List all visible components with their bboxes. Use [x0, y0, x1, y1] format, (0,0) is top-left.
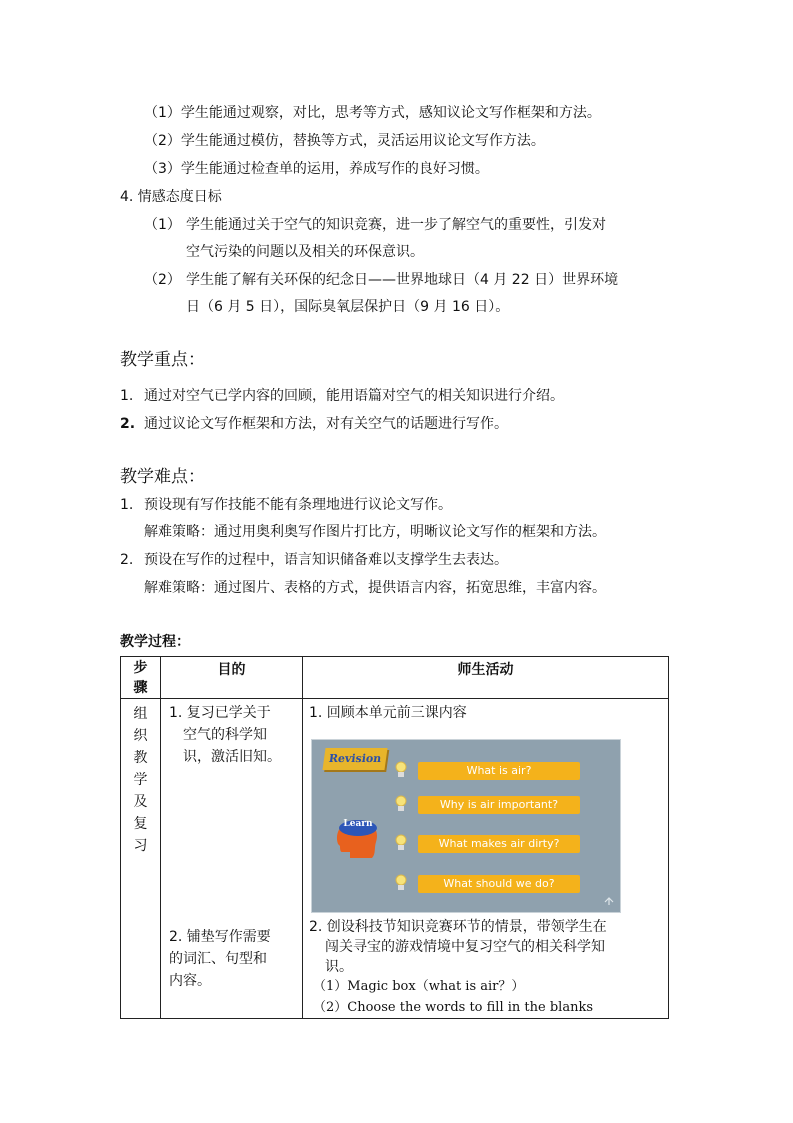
difficulty-1-strategy: 解难策略：通过用奥利奥写作图片打比方，明晰议论文写作的框架和方法。: [144, 524, 606, 540]
step-char: 习: [133, 838, 148, 854]
goal-2-line2: 的词汇、句型和: [169, 951, 267, 967]
activity-2-line2: 闯关寻宝的游戏情境中复习空气的相关科学知: [325, 939, 605, 955]
lightbulb-icon: [394, 874, 408, 892]
step-char: 组: [133, 706, 148, 722]
step-char: 及: [133, 794, 148, 810]
difficulty-2-number: 2.: [120, 552, 134, 568]
goal-1-line1: 1. 复习已学关于: [169, 705, 271, 721]
difficulties-heading: 教学难点：: [120, 467, 205, 487]
revision-badge: Revision: [322, 748, 387, 770]
affective-item1-number: （1）: [144, 217, 181, 233]
goal-2-line3: 内容。: [169, 973, 211, 989]
header-activity: 师生活动: [303, 657, 669, 699]
skill-objective-1: （1）学生能通过观察，对比，思考等方式，感知议论文写作框架和方法。: [144, 105, 601, 121]
step-char: 织: [133, 728, 148, 744]
learn-label: Learn: [343, 819, 373, 829]
affective-item2-number: （2）: [144, 272, 181, 288]
activity-2-line1: 2. 创设科技节知识竞赛环节的情景，带领学生在: [309, 919, 607, 935]
affective-item2-line2: 日（6 月 5 日），国际臭氧层保护日（9 月 16 日）。: [186, 299, 510, 315]
revision-slide: [311, 739, 621, 913]
step-cell: [121, 699, 161, 1019]
key-point-1-number: 1.: [120, 388, 134, 404]
question-what-makes-air-dirty: What makes air dirty?: [418, 835, 580, 853]
skill-objective-3: （3）学生能通过检查单的运用，养成写作的良好习惯。: [144, 161, 489, 177]
affective-item1-line1: 学生能通过关于空气的知识竞赛，进一步了解空气的重要性，引发对: [186, 217, 606, 233]
question-why-air-important: Why is air important?: [418, 796, 580, 814]
difficulty-2: 预设在写作的过程中，语言知识储备难以支撑学生去表达。: [144, 552, 508, 568]
step-char: 复: [133, 816, 148, 832]
goal-cell: [161, 699, 303, 1019]
difficulty-2-strategy: 解难策略：通过图片、表格的方式，提供语言内容，拓宽思维，丰富内容。: [144, 580, 606, 596]
difficulty-1-number: 1.: [120, 497, 134, 513]
activity-cell: [303, 699, 669, 1019]
difficulty-1: 预设现有写作技能不能有条理地进行议论文写作。: [144, 497, 452, 513]
table-header-row: [121, 657, 669, 699]
lightbulb-icon: [394, 834, 408, 852]
lightbulb-icon: [394, 761, 408, 779]
key-point-2-number: 2.: [120, 416, 136, 432]
skill-objective-2: （2）学生能通过模仿，替换等方式，灵活运用议论文写作方法。: [144, 133, 545, 149]
lightbulb-icon: [394, 795, 408, 813]
header-step: 步骤: [121, 657, 161, 699]
step-char: 学: [133, 772, 148, 788]
header-goal: 目的: [161, 657, 303, 699]
question-what-should-we-do: What should we do?: [418, 875, 580, 893]
goal-1-line2: 空气的科学知: [183, 727, 267, 743]
activity-2-sub1: （1）Magic box（what is air？）: [313, 979, 525, 994]
question-what-is-air: What is air?: [418, 762, 580, 780]
goal-1-line3: 识，激活旧知。: [183, 749, 281, 765]
process-table: [120, 656, 669, 1019]
process-heading: 教学过程：: [120, 634, 190, 650]
activity-1: 1. 回顾本单元前三课内容: [309, 705, 467, 721]
affective-title: 4. 情感态度日标: [120, 189, 222, 205]
table-row: [121, 699, 669, 1019]
goal-2-line1: 2. 铺垫写作需要: [169, 929, 271, 945]
affective-item2-line1: 学生能了解有关环保的纪念日——世界地球日（4 月 22 日）世界环境: [186, 272, 619, 288]
step-char: 教: [133, 750, 148, 766]
affective-item1-line2: 空气污染的问题以及相关的环保意识。: [186, 244, 424, 260]
activity-2-sub2: （2）Choose the words to fill in the blanks: [313, 1000, 593, 1015]
key-points-heading: 教学重点：: [120, 350, 205, 370]
activity-2-line3: 识。: [325, 959, 353, 975]
key-point-2: 通过议论文写作框架和方法，对有关空气的话题进行写作。: [144, 416, 508, 432]
key-point-1: 通过对空气已学内容的回顾，能用语篇对空气的相关知识进行介绍。: [144, 388, 564, 404]
share-icon: [604, 896, 614, 906]
